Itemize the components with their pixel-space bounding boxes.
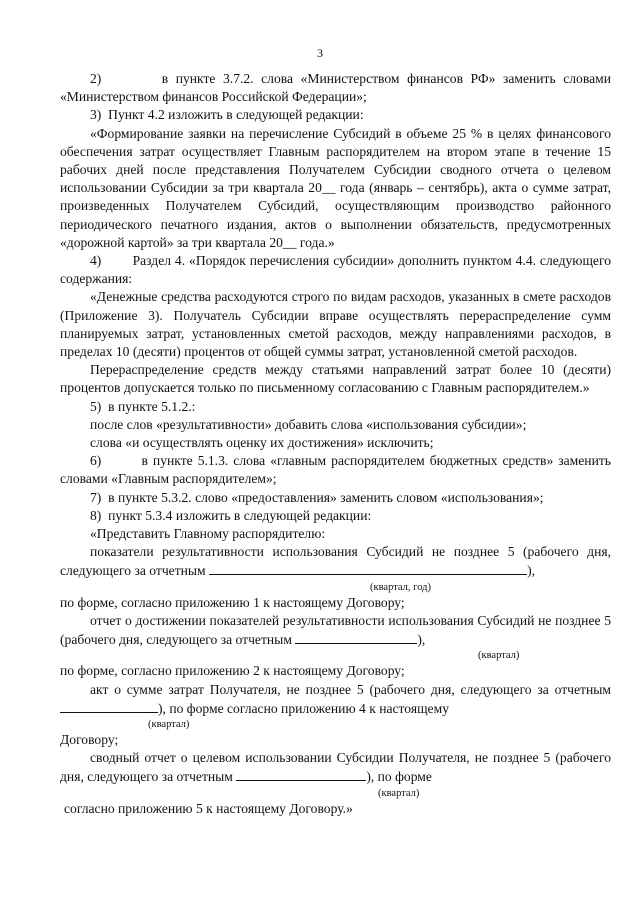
item-4-text-2: Перераспределение средств между статьями направлений затрат более 10 (десяти) процентов допускается только по письменному согласованию с Главным распорядителем.» — [60, 362, 611, 396]
item-4: 4) Раздел 4. «Порядок перечисления субсидии» дополнить пунктом 4.4. следующего содержания: — [60, 253, 611, 287]
report-line-3-end: Договору; — [60, 731, 119, 747]
item-6: 6) в пункте 5.1.3. слова «главным распорядителем бюджетных средств» заменить словами «Главным распорядителем»; — [60, 453, 611, 487]
caption-row-1 — [60, 581, 611, 594]
report-line-1-text: показатели результативности использования Субсидий не позднее 5 (рабочего дня, следующего за отчетным — [60, 544, 611, 579]
item-8-intro: «Представить Главному распорядителю: — [90, 526, 326, 542]
period-blank-2 — [295, 630, 417, 644]
item-5: 5) в пункте 5.1.2.: — [90, 398, 196, 414]
report-line-1-form: по форме, согласно приложению 1 к настоящему Договору; — [60, 594, 405, 610]
item-5-line-1: после слов «результативности» добавить слова «использования субсидии»; — [90, 416, 527, 432]
item-3: 3) Пункт 4.2 изложить в следующей редакции: — [90, 107, 364, 123]
item-3-text: «Формирование заявки на перечисление Субсидий в объеме 25 % в целях финансового обеспечения затрат осуществляет Главным распорядителем на втором этапе в течение 15 рабочих дней после представления Получателем Субсидии сводного отчета о целевом использовании Субсидии за три квартала 20__ года (январь – сентябрь), акта о сумме затрат, произведенных Получателем Субсидий, осуществляющим производство районного периодического печатного издания, актов о выполнении обязательств, предусмотренных «дорожной картой» за три квартала 20__ года.» — [60, 125, 611, 250]
report-line-2-form: по форме, согласно приложению 2 к настоящему Договору; — [60, 663, 405, 679]
document-body — [60, 70, 611, 818]
item-5-line-2: слова «и осуществлять оценку их достижения» исключить; — [90, 435, 434, 451]
report-line-1: показатели результативности использования Субсидий не позднее 5 (рабочего дня, следующего за отчетным ), — [60, 544, 611, 579]
report-line-3: акт о сумме затрат Получателя, не позднее 5 (рабочего дня, следующего за отчетным ), по форме согласно приложению 4 к настоящему — [60, 681, 611, 718]
page-number: 3 — [317, 46, 323, 60]
item-7: 7) в пункте 5.3.2. слово «предоставления» заменить словом «использования»; — [90, 489, 544, 505]
caption-quarter-4: (квартал) — [378, 787, 420, 799]
report-line-4-text: сводный отчет о целевом использовании Субсидии Получателя, не позднее 5 (рабочего дня, следующего за отчетным — [60, 750, 611, 785]
report-line-3-text: акт о сумме затрат Получателя, не позднее 5 (рабочего дня, следующего за отчетным — [90, 681, 611, 697]
period-blank-4 — [236, 767, 366, 781]
period-blank-1 — [209, 561, 527, 575]
report-line-2: отчет о достижении показателей результативности использования Субсидий не позднее 5 (рабочего дня, следующего за отчетным ), — [60, 612, 611, 648]
caption-quarter-year: (квартал, год) — [370, 581, 431, 593]
item-2: 2) в пункте 3.7.2. слова «Министерством финансов РФ» заменить словами «Министерством финансов Российской Федерации»; — [60, 71, 611, 105]
caption-quarter-3: (квартал) — [148, 718, 190, 730]
caption-row-3 — [60, 718, 611, 731]
item-8: 8) пункт 5.3.4 изложить в следующей редакции: — [90, 507, 372, 523]
report-line-4: сводный отчет о целевом использовании Субсидии Получателя, не позднее 5 (рабочего дня, следующего за отчетным ), по форме — [60, 750, 611, 785]
report-line-2-text: отчет о достижении показателей результативности использования Субсидий не позднее 5 (рабочего дня, следующего за отчетным — [60, 612, 611, 648]
caption-quarter-2: (квартал) — [478, 650, 520, 662]
caption-row-2 — [60, 649, 611, 662]
item-4-text-1: «Денежные средства расходуются строго по видам расходов, указанных в смете расходов (Приложение 3). Получатель Субсидии вправе осуществлять перераспределение сумм планируемых затрат, установленных сметой расходов, между направлениями расходов, в пределах 10 (десяти) процентов от общей суммы затрат, установленной сметой расходов. — [60, 289, 611, 360]
caption-row-4 — [60, 787, 611, 800]
report-line-4-end: согласно приложению 5 к настоящему Договору.» — [64, 800, 353, 816]
period-blank-3 — [60, 699, 158, 713]
